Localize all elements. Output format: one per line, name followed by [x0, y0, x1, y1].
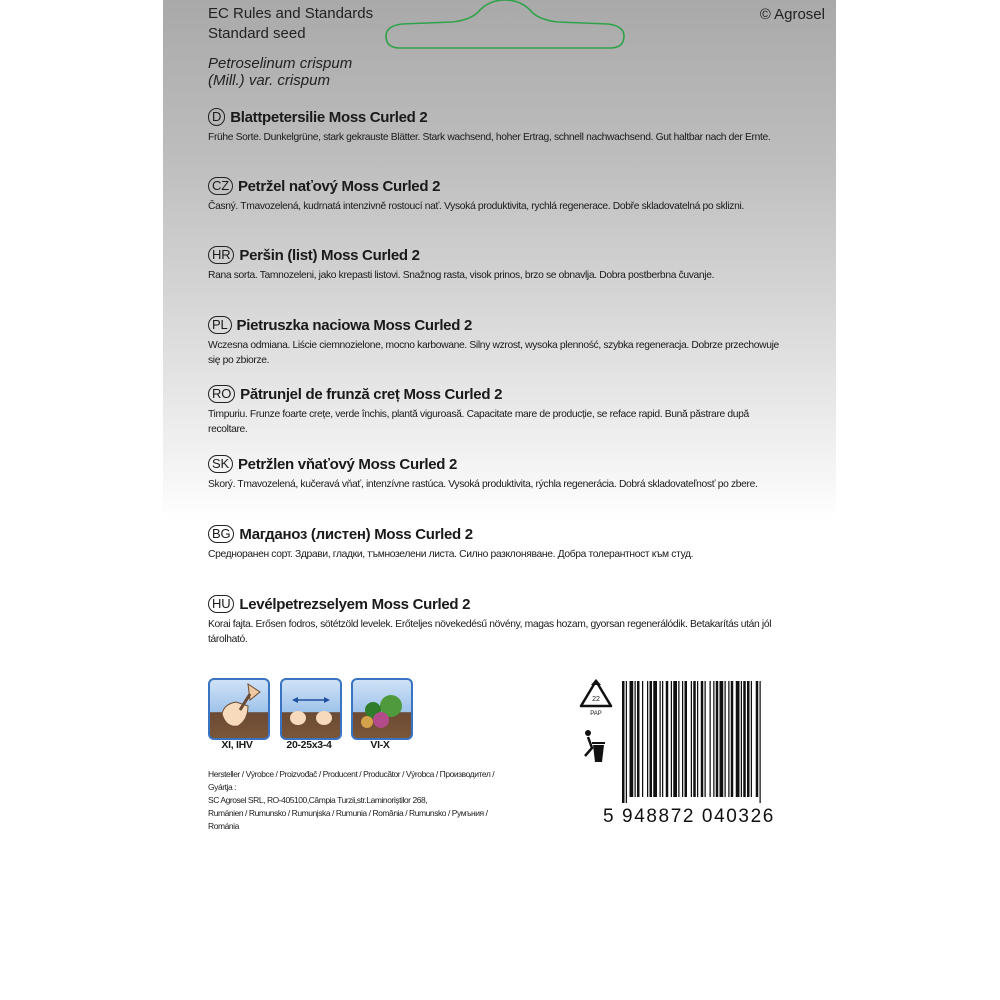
- latin-name-line2: (Mill.) var. crispum: [208, 72, 330, 89]
- recycle-code: PAP: [590, 711, 602, 717]
- barcode-bar: [701, 681, 704, 797]
- lang-description: Средноранен сорт. Здрави, гладки, тъмнозелени листа. Силно разклоняване. Добра толерантност към студ.: [208, 549, 694, 560]
- producer-info: [208, 768, 508, 833]
- seed-class-line: Standard seed: [208, 25, 306, 42]
- barcode-bar: [751, 681, 752, 797]
- lang-code-badge: HR: [208, 246, 234, 264]
- barcode-bar: [756, 681, 759, 797]
- barcode-bar: [760, 681, 761, 803]
- barcode-bar: [741, 681, 742, 797]
- barcode: [622, 681, 802, 803]
- lang-title: Магданоз (листен) Moss Curled 2: [239, 525, 473, 543]
- barcode-bar: [682, 681, 683, 797]
- lang-block-cz: [208, 176, 788, 214]
- lang-title: Petržlen vňaťový Moss Curled 2: [237, 455, 458, 473]
- barcode-bar: [635, 681, 636, 797]
- lang-title: Petržel naťový Moss Curled 2: [237, 177, 441, 195]
- barcode-bar: [743, 681, 746, 797]
- lang-block-sk: [208, 454, 788, 492]
- lang-code-badge: RO: [208, 385, 235, 403]
- barcode-bar: [731, 681, 734, 797]
- lang-title: Levélpetrezselyem Moss Curled 2: [239, 595, 471, 613]
- sowing-time-icon: [208, 678, 270, 740]
- barcode-digits: 5 948872 040326: [603, 806, 775, 827]
- lang-description: Skorý. Tmavozelená, kučeravá vňať, intenzívne rastúca. Vysoká produktivita, rýchla regenerácia. Dobrá skladovateľnosť po zbere.: [208, 479, 758, 490]
- lang-description: Wczesna odmiana. Liście ciemnozielone, mocno karbowane. Silny wzrost, wysoka plenność, szybka regeneracja. Dobrze przechowuje się po zbiorze.: [208, 340, 779, 366]
- lang-code-badge: HU: [208, 595, 234, 613]
- barcode-bar: [725, 681, 726, 797]
- barcode-bar: [720, 681, 724, 797]
- lang-description: Timpuriu. Frunze foarte crețe, verde închis, plantă viguroasă. Capacitate mare de producție, se reface rapid. Bună păstrare după recoltare.: [208, 409, 749, 435]
- lang-code-badge: CZ: [208, 177, 233, 195]
- lang-title: Blattpetersilie Moss Curled 2: [230, 108, 428, 126]
- barcode-bar: [626, 681, 627, 803]
- standards-line: EC Rules and Standards: [208, 5, 374, 22]
- spacing-label: 20-25x3-4: [286, 739, 332, 751]
- barcode-bar: [630, 681, 634, 797]
- barcode-bar: [697, 681, 698, 797]
- lang-block-bg: [208, 524, 788, 562]
- harvest-label: VI-X: [370, 739, 390, 751]
- barcode-bar: [666, 681, 669, 797]
- latin-name-line1: Petroselinum crispum: [208, 55, 353, 72]
- lang-code-badge: PL: [208, 316, 232, 334]
- harvest-icon: [351, 678, 413, 740]
- barcode-bar: [713, 681, 714, 797]
- copyright-text: © Agrosel: [759, 6, 825, 23]
- spacing-icon: [280, 678, 342, 740]
- barcode-bar: [693, 681, 696, 797]
- barcode-bar: [736, 681, 740, 797]
- recycle-number: 22: [592, 696, 600, 703]
- barcode-bar: [747, 681, 750, 797]
- barcode-bar: [710, 681, 711, 797]
- lang-description: Časný. Tmavozelená, kudrnatá intenzivně rostoucí nať. Vysoká produktivita, rychlá regenerace. Dobře skladovatelná po sklizni.: [208, 201, 744, 212]
- lang-block-hr: [208, 245, 788, 283]
- lang-block-hu: [208, 594, 788, 647]
- hanger-hole-icon: [380, 0, 630, 62]
- lang-title: Pietruszka naciowa Moss Curled 2: [236, 316, 472, 334]
- lang-code-badge: SK: [208, 455, 233, 473]
- producer-line1: Hersteller / Výrobce / Proizvođač / Producent / Producător / Výrobca / Производител / Gyártja :: [208, 769, 495, 792]
- lang-code-badge: BG: [208, 525, 234, 543]
- barcode-bar: [671, 681, 672, 797]
- barcode-bar: [622, 681, 625, 803]
- recycle-icon: [577, 678, 615, 718]
- lang-block-pl: [208, 315, 788, 368]
- barcode-bar: [691, 681, 692, 797]
- lang-description: Korai fajta. Erősen fodros, sötétzöld levelek. Erőteljes növekedésű növény, magas hozam, gyorsan regenerálódik. Betakarítás után jól tárolható.: [208, 619, 772, 645]
- barcode-bar: [647, 681, 648, 797]
- lang-code-badge: D: [208, 108, 225, 126]
- barcode-bar: [673, 681, 677, 797]
- lang-title: Peršin (list) Moss Curled 2: [239, 246, 420, 264]
- lang-block-ro: [208, 384, 788, 437]
- barcode-bar: [662, 681, 663, 797]
- lang-description: Rana sorta. Tamnozeleni, jako krepasti listovi. Snažnog rasta, visok prinos, brzo se obnavlja. Dobra postberbna čuvanje.: [208, 270, 715, 281]
- barcode-bar: [653, 681, 657, 797]
- barcode-bar: [705, 681, 706, 797]
- latin-name: [208, 55, 352, 89]
- trash-bin-icon: [580, 726, 610, 768]
- producer-line3: Rumänien / Rumunsko / Rumunjska / Rumunia / România / Rumunsko / Румъния / Románia: [208, 808, 488, 831]
- barcode-bar: [650, 681, 653, 797]
- barcode-bar: [728, 681, 729, 797]
- sowing-time-label: XI, IHV: [221, 739, 253, 751]
- producer-line2: SC Agrosel SRL, RO-405100,Câmpia Turzii,str.Laminoriştilor 268,: [208, 795, 428, 805]
- barcode-bar: [678, 681, 679, 797]
- lang-title: Pătrunjel de frunză creț Moss Curled 2: [240, 385, 503, 403]
- barcode-bar: [716, 681, 719, 797]
- lang-description: Frühe Sorte. Dunkelgrüne, stark gekrauste Blätter. Stark wachsend, hoher Ertrag, schnell nachwachsend. Gut haltbar nach der Ernte.: [208, 132, 771, 143]
- barcode-bar: [637, 681, 640, 797]
- barcode-bar: [685, 681, 688, 797]
- barcode-bar: [642, 681, 643, 797]
- lang-block-d: [208, 107, 788, 145]
- barcode-bar: [660, 681, 661, 797]
